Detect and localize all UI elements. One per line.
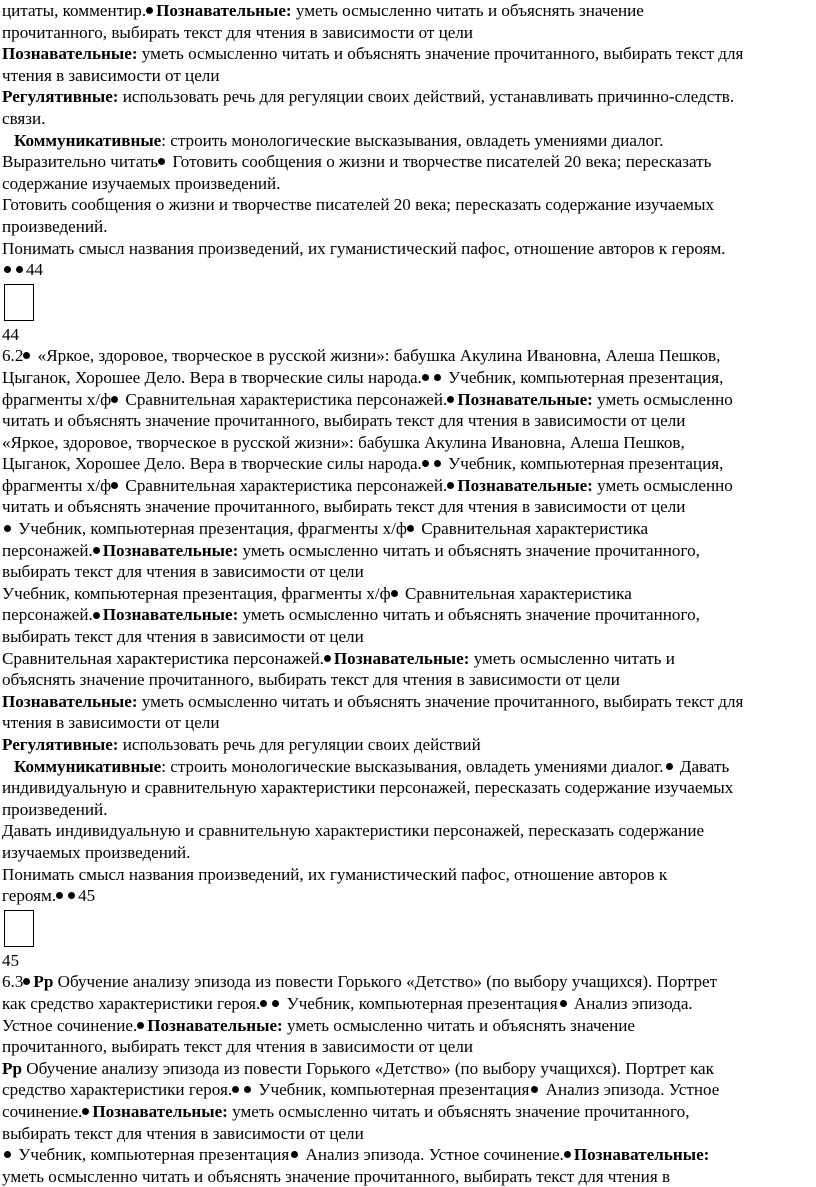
bold-label: Коммуникативные xyxy=(14,756,162,776)
text-line: чтения в зависимости от цели xyxy=(2,713,220,733)
text-line xyxy=(2,971,814,993)
bold-label: Регулятивные: xyxy=(2,87,119,107)
bullet-icon xyxy=(564,1151,571,1158)
text-run: «Яркое, здоровое, творческое в русской жизни»: бабушка Акулина Ивановна, Алеша Пешков, xyxy=(33,346,721,366)
text-line xyxy=(2,604,814,626)
bold-label: Регулятивные: xyxy=(2,735,119,754)
bullet-icon xyxy=(422,374,429,381)
text-line xyxy=(2,756,814,778)
bullet-icon xyxy=(560,1000,567,1007)
bold-label: Познавательные: xyxy=(457,389,593,409)
page-number: 44 xyxy=(2,324,20,344)
bold-label: Познавательные: xyxy=(102,605,239,625)
text-line: Понимать смысл названия произведений, их гуманистический пафос, отношение авторов к героям. xyxy=(2,238,726,258)
text-run: Учебник, компьютерная презентация xyxy=(282,993,558,1013)
bold-label: Познавательные: xyxy=(147,1015,283,1035)
text-run: использовать речь для регуляции своих действий xyxy=(118,735,481,754)
text-line xyxy=(2,1015,814,1037)
text-line xyxy=(2,540,814,562)
text-run: уметь осмысленно читать и xyxy=(469,648,675,668)
bullet-icon xyxy=(68,892,75,899)
text-line: выбирать текст для чтения в зависимости от цели xyxy=(2,627,364,647)
page-number: 45 xyxy=(78,886,96,906)
bullet-icon xyxy=(391,590,398,597)
text-line: произведений. xyxy=(2,216,108,236)
text-run: Анализ эпизода. xyxy=(569,993,693,1013)
text-line xyxy=(2,389,814,411)
bold-label: Коммуникативные xyxy=(14,130,162,150)
text-line xyxy=(2,151,814,173)
text-run: фрагменты х/ф xyxy=(2,389,112,409)
text-run: уметь осмысленно читать и объяснять значение прочитанного, выбирать текст для xyxy=(137,44,744,64)
bold-label: Рр xyxy=(33,972,54,992)
text-line: прочитанного, выбирать текст для чтения в зависимости от цели xyxy=(2,1037,474,1057)
text-line xyxy=(2,734,814,756)
text-run: персонажей. xyxy=(2,605,93,625)
image-placeholder xyxy=(2,281,814,324)
bullet-icon xyxy=(291,1151,298,1158)
bullet-icon xyxy=(93,612,100,619)
text-line xyxy=(2,86,814,108)
text-line: выбирать текст для чтения в зависимости от цели xyxy=(2,1123,364,1143)
text-run: Учебник, компьютерная презентация, xyxy=(443,367,724,387)
bullet-icon xyxy=(111,396,118,403)
text-run: Учебник, компьютерная презентация, фрагменты х/ф xyxy=(14,519,407,539)
bullet-icon xyxy=(158,158,165,165)
text-line xyxy=(2,0,814,22)
text-line: Готовить сообщения о жизни и творчестве писателей 20 века; пересказать содержание изучаемых xyxy=(2,195,715,215)
text-run: Учебник, компьютерная презентация xyxy=(14,1145,290,1165)
bullet-icon xyxy=(4,266,11,273)
text-run: уметь осмысленно читать и объяснять значение xyxy=(282,1015,636,1035)
bullet-icon xyxy=(531,1086,538,1093)
text-run: уметь осмысленно читать и объяснять значение прочитанного, xyxy=(238,605,700,625)
bullet-icon xyxy=(16,266,23,273)
text-run: уметь осмысленно читать и объяснять значение прочитанного, xyxy=(238,540,700,560)
text-run: героям. xyxy=(2,886,57,906)
text-run: Готовить сообщения о жизни и творчестве писателей 20 века; пересказать xyxy=(168,152,712,172)
bullet-icon xyxy=(111,482,118,489)
text-run: уметь осмысленно читать и объяснять значение прочитанного, выбирать текст для xyxy=(137,691,744,711)
text-line xyxy=(2,475,814,497)
text-line xyxy=(2,691,814,713)
text-run: Устное сочинение. xyxy=(2,1015,138,1035)
text-run: цитаты, комментир. xyxy=(2,1,147,20)
bullet-icon xyxy=(82,1108,89,1115)
bold-label: Познавательные: xyxy=(2,691,138,711)
text-run: как средство характеристики героя. xyxy=(2,993,261,1013)
bullet-icon xyxy=(260,1000,267,1007)
bold-label: Познавательные: xyxy=(102,540,239,560)
bullet-icon xyxy=(23,352,30,359)
text-run: Сравнительная характеристика персонажей. xyxy=(121,389,448,409)
section-number: 6.2 xyxy=(2,346,24,366)
text-line: связи. xyxy=(2,108,46,128)
text-line: читать и объяснять значение прочитанного, выбирать текст для чтения в зависимости от цели xyxy=(2,411,686,431)
text-run: Сравнительная характеристика xyxy=(400,583,632,603)
text-run: Учебник, компьютерная презентация, xyxy=(443,454,724,474)
text-line xyxy=(2,583,814,605)
empty-frame xyxy=(4,910,34,947)
text-line: объяснять значение прочитанного, выбирать текст для чтения в зависимости от цели xyxy=(2,670,620,690)
text-run: использовать речь для регуляции своих действий, устанавливать причинно-следств. xyxy=(118,87,735,107)
text-run: средство характеристики героя. xyxy=(2,1080,233,1100)
bullet-icon xyxy=(447,482,454,489)
bullet-icon xyxy=(4,1151,11,1158)
text-run: Цыганок, Хорошее Дело. Вера в творческие силы народа. xyxy=(2,367,422,387)
text-line xyxy=(2,43,814,65)
text-line xyxy=(2,518,814,540)
bullet-icon xyxy=(666,763,673,770)
text-run: : строить монологические высказывания, овладеть умениями диалог. xyxy=(161,756,664,776)
text-run: Учебник, компьютерная презентация, фрагменты х/ф xyxy=(2,583,391,603)
text-line xyxy=(2,1101,814,1123)
section-number: 6.3 xyxy=(2,972,24,992)
text-run: Обучение анализу эпизода из повести Горького «Детство» (по выбору учащихся). Портрет xyxy=(53,972,718,992)
bold-label: Познавательные: xyxy=(156,1,292,20)
bullet-icon xyxy=(244,1086,251,1093)
text-line: произведений. xyxy=(2,799,108,819)
text-line: прочитанного, выбирать текст для чтения в зависимости от цели xyxy=(2,22,474,42)
bullet-icon xyxy=(4,525,11,532)
text-line xyxy=(2,648,814,670)
text-line xyxy=(2,259,814,281)
text-line xyxy=(2,1058,814,1080)
text-line xyxy=(2,345,814,367)
bullet-icon xyxy=(434,460,441,467)
text-line xyxy=(2,453,814,475)
text-line: выбирать текст для чтения в зависимости от цели xyxy=(2,562,364,582)
text-run: персонажей. xyxy=(2,540,93,560)
bullet-icon xyxy=(434,374,441,381)
text-run: Давать xyxy=(675,756,730,776)
text-run: Сравнительная характеристика персонажей. xyxy=(2,648,324,668)
bullet-icon xyxy=(23,978,30,985)
bullet-icon xyxy=(232,1086,239,1093)
bullet-icon xyxy=(137,1022,144,1029)
text-line: индивидуальную и сравнительную характеристики персонажей, пересказать содержание изучаемых xyxy=(2,778,734,798)
bullet-icon xyxy=(407,525,414,532)
page-number: 45 xyxy=(2,950,20,970)
text-line xyxy=(2,1079,814,1101)
text-line: Понимать смысл названия произведений, их гуманистический пафос, отношение авторов к xyxy=(2,864,668,884)
text-run: Выразительно читать xyxy=(2,152,159,172)
text-line: изучаемых произведений. xyxy=(2,842,191,862)
text-run: Сравнительная характеристика xyxy=(416,519,649,539)
text-run: фрагменты х/ф xyxy=(2,475,112,495)
bold-label: Познавательные: xyxy=(573,1145,710,1165)
bullet-icon xyxy=(272,1000,279,1007)
bullet-icon xyxy=(447,396,454,403)
text-run: Цыганок, Хорошее Дело. Вера в творческие силы народа. xyxy=(2,454,422,474)
bullet-icon xyxy=(93,547,100,554)
text-line: Давать индивидуальную и сравнительную характеристики персонажей, пересказать содержание xyxy=(2,821,705,841)
text-line xyxy=(2,1144,814,1166)
text-run: уметь осмысленно xyxy=(592,389,733,409)
text-run: уметь осмысленно xyxy=(592,475,733,495)
bold-label: Познавательные: xyxy=(2,44,138,64)
text-run: уметь осмысленно читать и объяснять значение прочитанного, xyxy=(227,1101,690,1121)
text-line xyxy=(2,130,814,152)
bold-label: Познавательные: xyxy=(457,475,593,495)
text-run: : строить монологические высказывания, овладеть умениями диалог. xyxy=(161,130,664,150)
bullet-icon xyxy=(324,655,331,662)
text-run: Сравнительная характеристика персонажей. xyxy=(121,475,448,495)
text-line xyxy=(2,367,814,389)
text-line xyxy=(2,993,814,1015)
text-line: чтения в зависимости от цели xyxy=(2,65,220,85)
text-run: Анализ эпизода. Устное xyxy=(541,1080,720,1100)
text-run: уметь осмысленно читать и объяснять значение xyxy=(291,1,644,20)
text-line: читать и объяснять значение прочитанного, выбирать текст для чтения в зависимости от цели xyxy=(2,497,686,517)
image-placeholder xyxy=(2,907,814,950)
bold-label: Рр xyxy=(2,1058,22,1078)
text-run: сочинение. xyxy=(2,1101,83,1121)
bullet-icon xyxy=(146,7,153,14)
text-line: «Яркое, здоровое, творческое в русской жизни»: бабушка Акулина Ивановна, Алеша Пешков, xyxy=(2,432,685,452)
text-line xyxy=(2,885,814,907)
bold-label: Познавательные: xyxy=(92,1101,228,1121)
bullet-icon xyxy=(56,892,63,899)
bullet-icon xyxy=(422,460,429,467)
text-line: уметь осмысленно читать и объяснять значение прочитанного, выбирать текст для чтения в xyxy=(2,1166,671,1186)
empty-frame xyxy=(4,284,34,321)
text-run: Анализ эпизода. Устное сочинение. xyxy=(301,1145,564,1165)
text-line: содержание изучаемых произведений. xyxy=(2,173,281,193)
text-run: Обучение анализу эпизода из повести Горького «Детство» (по выбору учащихся). Портрет как xyxy=(21,1058,714,1078)
bold-label: Познавательные: xyxy=(333,648,470,668)
page-number: 44 xyxy=(26,260,44,280)
text-run: Учебник, компьютерная презентация xyxy=(254,1080,530,1100)
